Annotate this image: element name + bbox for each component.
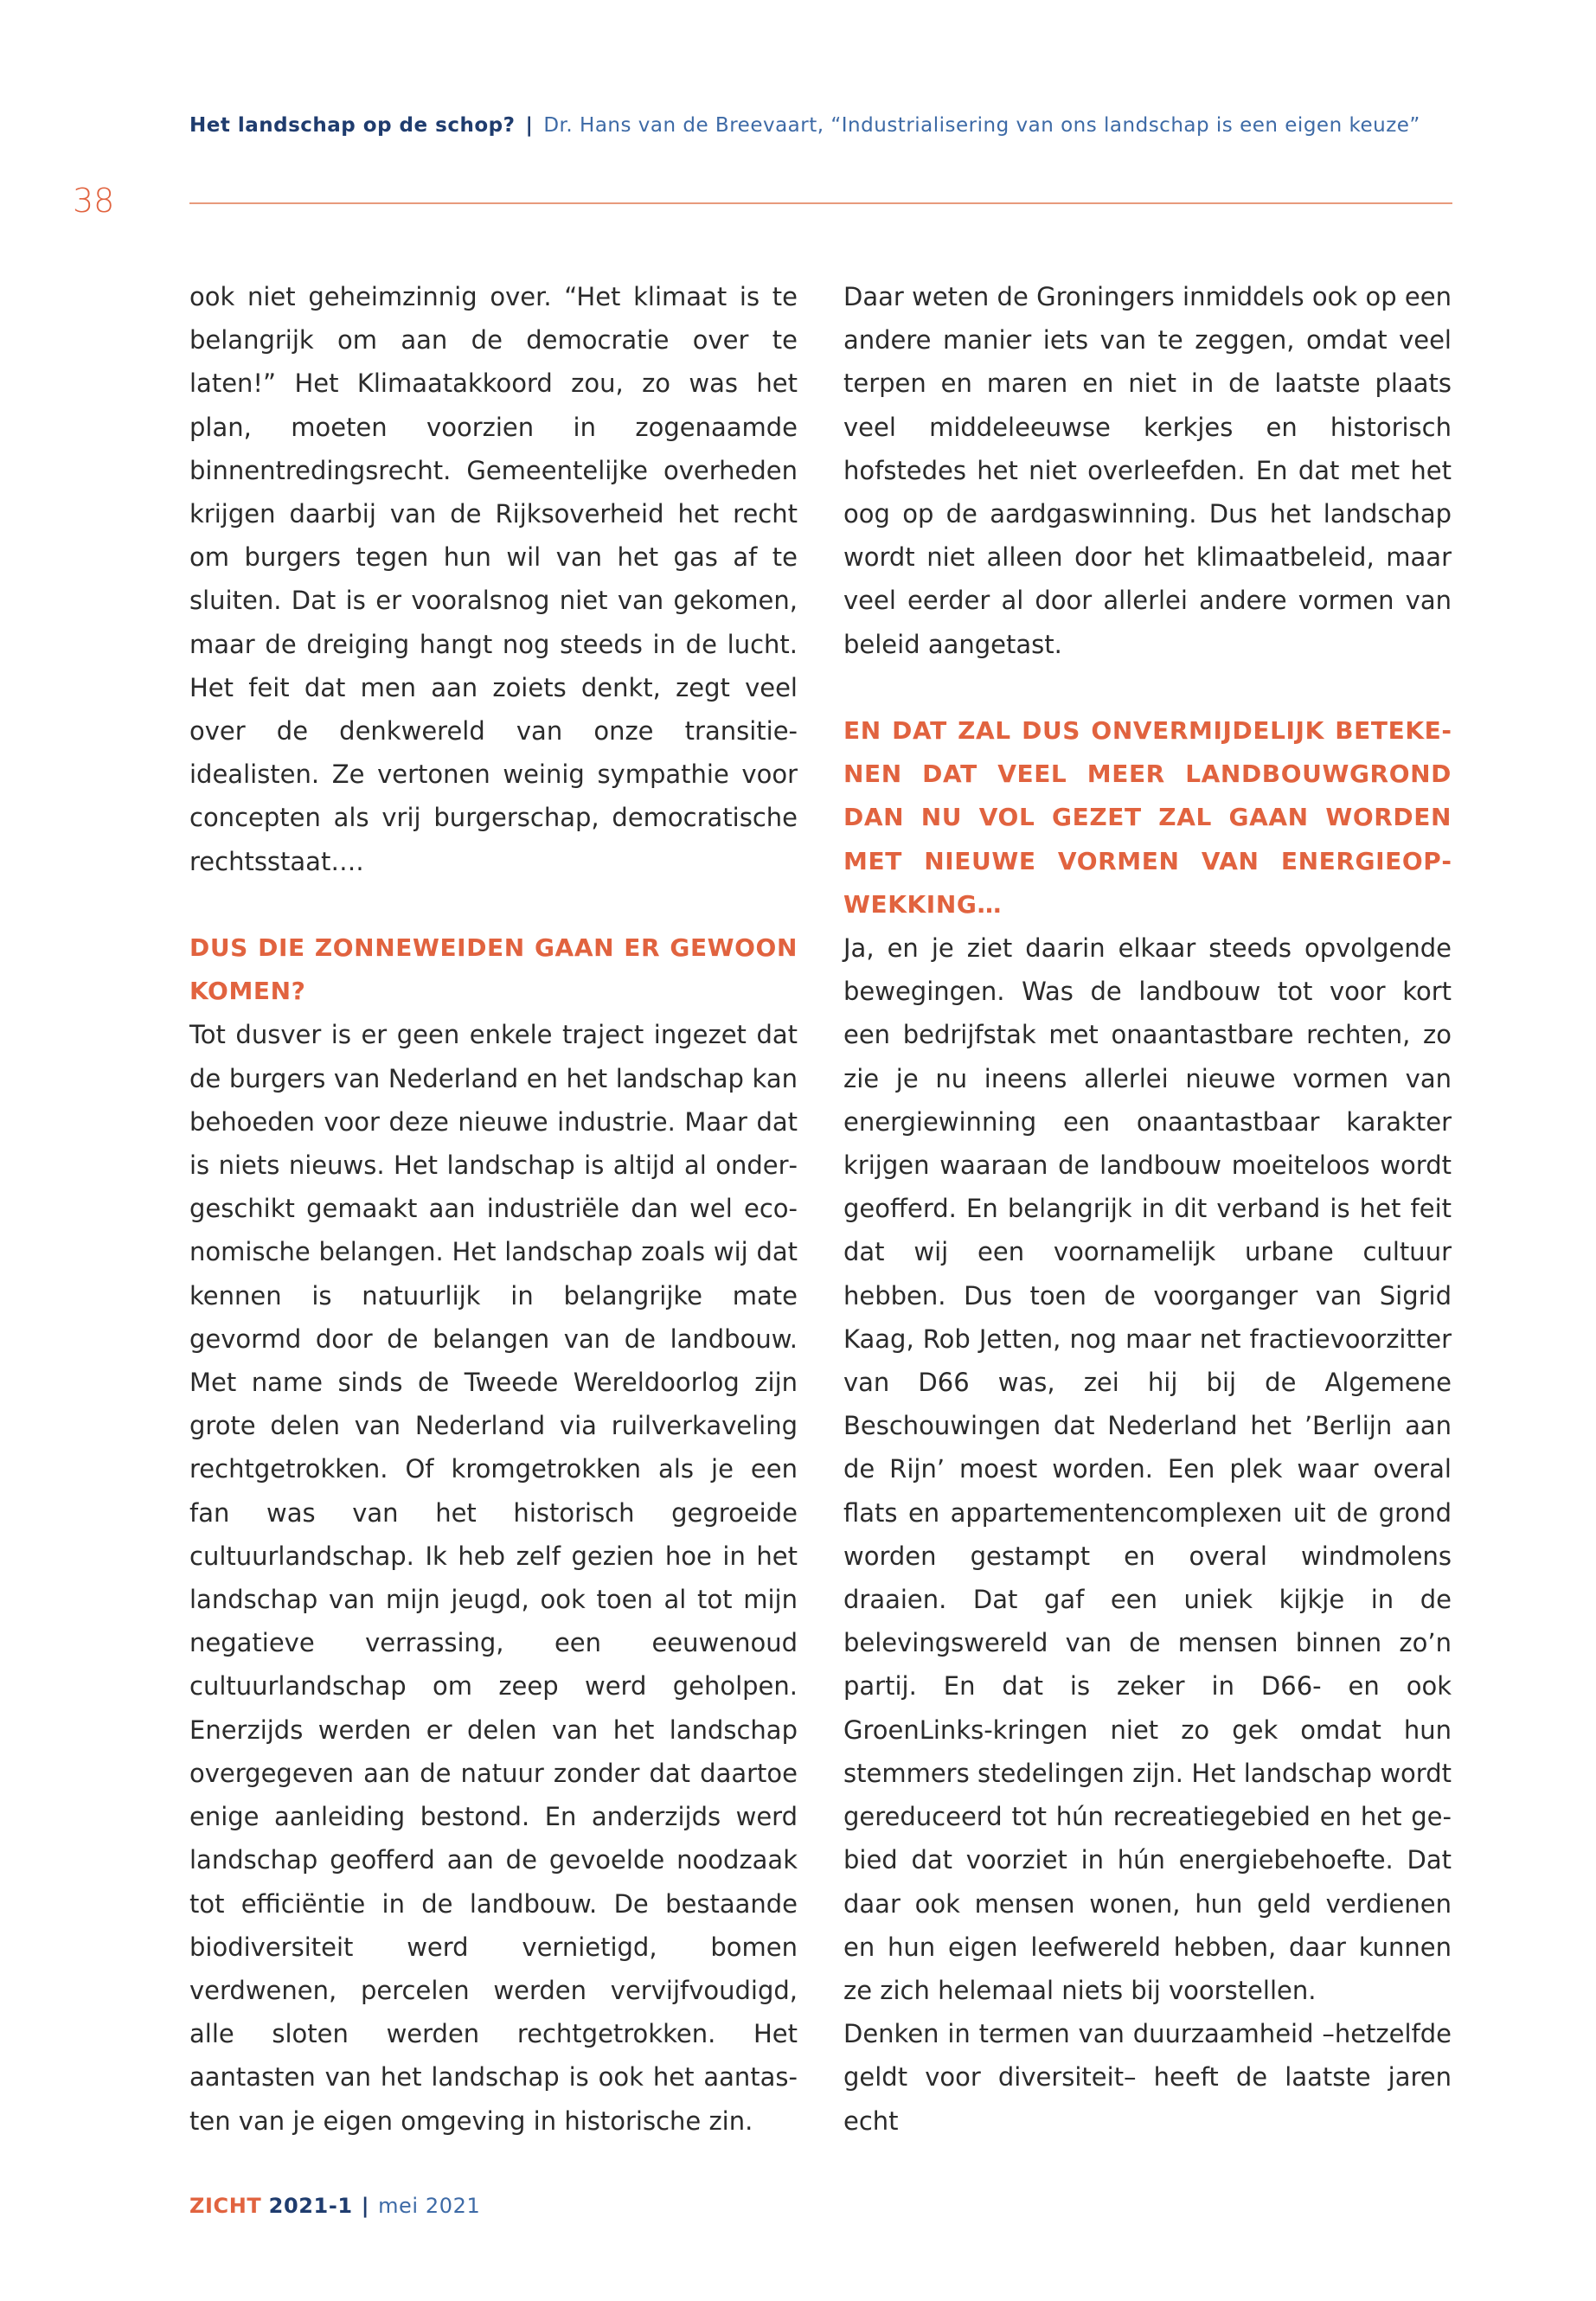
left-paragraph-1: ook niet geheimzinnig over. “Het klimaat is te belangrijk om aan de democratie over te laten!” Het Klimaatakkoord zou, zo was het plan, moeten voorzien in zogenaamde binnentredingsrecht. Gemeentelijke overheden krijgen daarbij van de Rijksoverheid het recht om burgers tegen hun wil van het gas af te sluiten. Dat is er vooralsnog niet van gekomen, maar de dreiging hangt nog steeds in de lucht. Het feit dat men aan zoiets denkt, zegt veel over de denkwereld van onze transitie-idealisten. Ze vertonen weinig sympathie voor concepten als vrij burgerschap, democratische rechtsstaat…. (189, 282, 798, 876)
left-question-heading: DUS DIE ZONNEWEIDEN GAAN ER GEWOON KOMEN? (189, 933, 798, 1006)
right-paragraph-3: Denken in termen van duurzaamheid –hetzelfde geldt voor diversiteit– heeft de laatste jaren echt (843, 2019, 1452, 2136)
left-paragraph-2: Tot dusver is er geen enkele traject ingezet dat de burgers van Nederland en het landschap kan behoeden voor deze nieuwe industrie. Maar dat is niets nieuws. Het landschap is altijd al ondergeschikt gemaakt aan industriële dan wel economische belangen. Het landschap zoals wij dat kennen is natuurlijk in belangrijke mate gevormd door de belangen van de landbouw. Met name sinds de Tweede Wereldoorlog zijn grote delen van Nederland via ruilverkaveling rechtgetrokken. Of kromgetrokken als je een fan was van het historisch gegroeide cultuurlandschap. Ik heb zelf gezien hoe in het landschap van mijn jeugd, ook toen al tot mijn negatieve verrassing, een eeuwenoud cultuurlandschap om zeep werd geholpen. Enerzijds werden er delen van het landschap overgegeven aan de natuur zonder dat daartoe enige aanleiding bestond. En anderzijds werd landschap geofferd aan de gevoelde noodzaak tot efficiëntie in de landbouw. De bestaande biodiversiteit werd vernietigd, bomen verdwenen, percelen werden vervijfvoudigd, alle sloten werden rechtgetrokken. Het aantasten van het landschap is ook het aantasten van je eigen omgeving in historische zin. (189, 1020, 798, 2136)
paragraph-gap (189, 883, 798, 926)
left-column (189, 275, 798, 2143)
footer-magazine: ZICHT (189, 2194, 262, 2218)
header-title: Het landschap op de schop? (189, 114, 516, 137)
header-separator: | (525, 114, 534, 137)
header-divider (189, 202, 1452, 204)
footer-separator: | (361, 2194, 370, 2218)
right-question-heading: EN DAT ZAL DUS ONVERMIJDELIJK BETEKENEN DAT VEEL MEER LANDBOUWGROND DAN NU VOL GEZET ZAL GAAN WORDEN MET NIEUWE VORMEN VAN ENERGIEOPWEKKING… (843, 716, 1452, 919)
paragraph-gap (843, 666, 1452, 709)
footer-date: mei 2021 (378, 2194, 481, 2218)
page-footer (189, 2194, 480, 2218)
right-paragraph-1: Daar weten de Groningers inmiddels ook op een andere manier iets van te zeggen, omdat veel terpen en maren en niet in de laatste plaats veel middeleeuwse kerkjes en historisch hofstedes het niet overleefden. En dat met het oog op de aardgaswinning. Dus het landschap wordt niet alleen door het klimaatbeleid, maar veel eerder al door allerlei andere vormen van beleid aangetast. (843, 282, 1452, 659)
running-header (189, 114, 1452, 137)
right-paragraph-2: Ja, en je ziet daarin elkaar steeds opvolgende bewegingen. Was de landbouw tot voor kort een bedrijfstak met onaantastbare rechten, zo zie je nu ineens allerlei nieuwe vormen van energiewinning een onaantastbaar karakter krijgen waaraan de landbouw moeiteloos wordt geofferd. En belangrijk in dit verband is het feit dat wij een voornamelijk urbane cultuur hebben. Dus toen de voorganger van Sigrid Kaag, Rob Jetten, nog maar net fractievoorzitter van D66 was, zei hij bij de Algemene Beschouwingen dat Nederland het ’Berlijn aan de Rijn’ moest worden. Een plek waar overal flats en appartementencomplexen uit de grond worden gestampt en overal windmolens draaien. Dat gaf een uniek kijkje in de belevingswereld van de mensen binnen zo’n partij. En dat is zeker in D66- en ook GroenLinks-kringen niet zo gek omdat hun stemmers stedelingen zijn. Het landschap wordt gereduceerd tot hún recreatiegebied en het gebied dat voorziet in hún energiebehoefte. Dat daar ook mensen wonen, hun geld verdienen en hun eigen leefwereld hebben, daar kunnen ze zich helemaal niets bij voorstellen. (843, 933, 1452, 2005)
page-number: 38 (73, 182, 115, 220)
right-column (843, 275, 1452, 2143)
header-subtitle: Dr. Hans van de Breevaart, “Industrialisering van ons landschap is een eigen keuze” (543, 114, 1420, 137)
footer-issue: 2021-1 (268, 2194, 353, 2218)
